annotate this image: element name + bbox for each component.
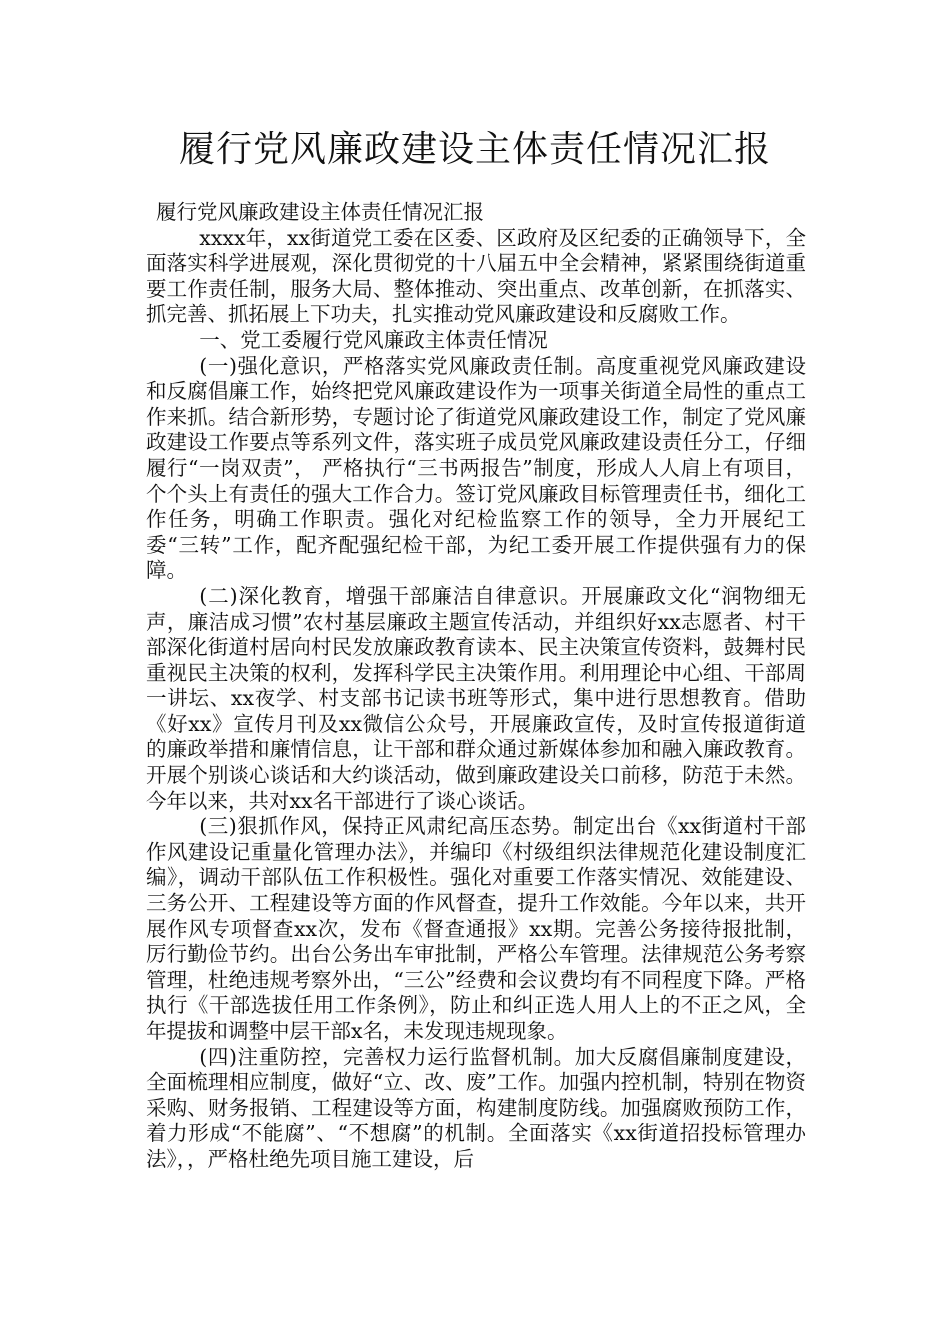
paragraph-item-4: (四)注重防控，完善权力运行监督机制。加大反腐倡廉制度建设，全面梳理相应制度，做好“立、改、废”工作。加强内控机制，特别在物资采购、财务报销、工程建设等方面，构建制度防线。加强腐败预防工作，着力形成“不能腐”、“不想腐”的机制。全面落实《xx街道招投标管理办法》，，严格杜绝先项目施工建设，后 <box>146 1044 806 1171</box>
document-body <box>146 200 806 1173</box>
document-subtitle: 履行党风廉政建设主体责任情况汇报 <box>156 200 484 224</box>
paragraph-item-2: (二)深化教育，增强干部廉洁自律意识。开展廉政文化“润物细无声，廉洁成习惯”农村基层廉政主题宣传活动，并组织好xx志愿者、村干部深化街道村居向村民发放廉政教育读本、民主决策宣传资料，鼓舞村民重视民主决策的权利，发挥科学民主决策作用。利用理论中心组、干部周一讲坛、xx夜学、村支部书记读书班等形式，集中进行思想教育。借助《好xx》宣传月刊及xx微信公众号，开展廉政宣传，及时宣传报道街道的廉政举措和廉情信息，让干部和群众通过新媒体参加和融入廉政教育。开展个别谈心谈话和大约谈活动，做到廉政建设关口前移，防范于未然。今年以来，共对xx名干部进行了谈心谈话。 <box>146 583 806 813</box>
paragraph-item-1: (一)强化意识，严格落实党风廉政责任制。高度重视党风廉政建设和反腐倡廉工作，始终把党风廉政建设作为一项事关街道全局性的重点工作来抓。结合新形势，专题讨论了街道党风廉政建设工作，制定了党风廉政建设工作要点等系列文件，落实班子成员党风廉政建设责任分工，仔细履行“一岗双责”， 严格执行“三书两报告”制度，形成人人肩上有项目，个个头上有责任的强大工作合力。签订党风廉政目标管理责任书，细化工作任务，明确工作职责。强化对纪检监察工作的领导，全力开展纪工委“三转”工作，配齐配强纪检干部，为纪工委开展工作提供强有力的保障。 <box>146 353 806 583</box>
paragraph-intro: xxxx年，xx街道党工委在区委、区政府及区纪委的正确领导下，全面落实科学进展观，深化贯彻党的十八届五中全会精神，紧紧围绕街道重要工作责任制，服务大局、整体推动、突出重点、改革创新，在抓落实、抓完善、抓拓展上下功夫，扎实推动党风廉政建设和反腐败工作。 <box>146 225 806 327</box>
section-heading: 一、党工委履行党风廉政主体责任情况 <box>199 327 548 352</box>
document-title: 履行党风廉政建设主体责任情况汇报 <box>178 129 771 170</box>
paragraph-item-3: (三)狠抓作风，保持正风肃纪高压态势。制定出台《xx街道村干部作风建设记重量化管理办法》，并编印《村级组织法律规范化建设制度汇编》，调动干部队伍工作积极性。强化对重要工作落实情况、效能建设、三务公开、工程建设等方面的作风督查，提升工作效能。今年以来，共开展作风专项督查xx次，发布《督查通报》xx期。完善公务接待报批制，厉行勤俭节约。出台公务出车审批制，严格公车管理。法律规范公务考察管理，杜绝违规考察外出，“三公”经费和会议费均有不同程度下降。严格执行《干部选拔任用工作条例》，防止和纠正选人用人上的不正之风，全年提拔和调整中层干部x名，未发现违规现象。 <box>146 814 806 1043</box>
